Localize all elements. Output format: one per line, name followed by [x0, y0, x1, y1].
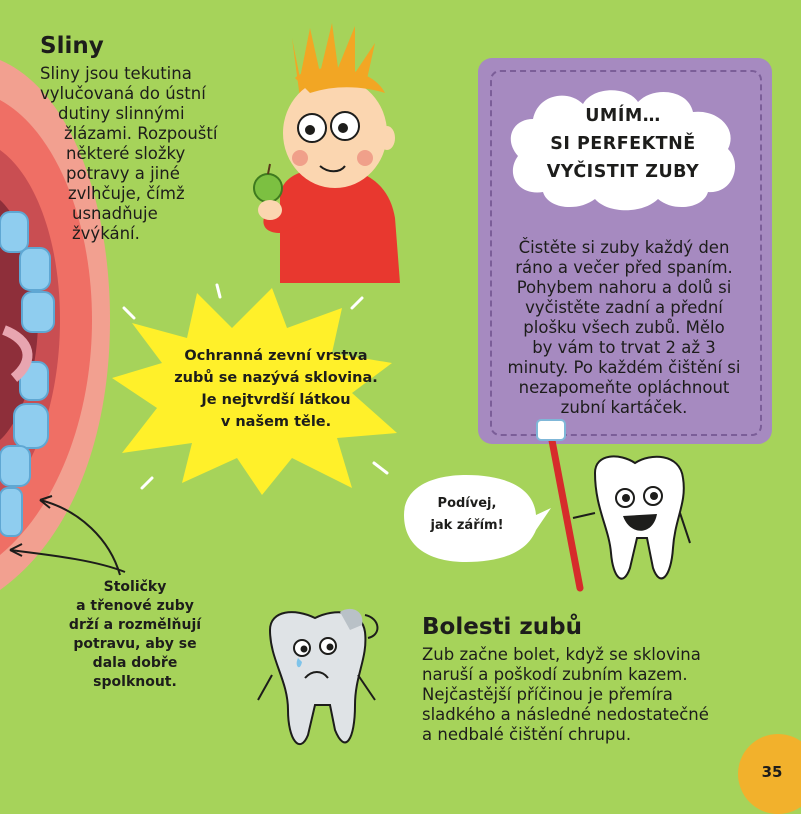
brushing-line: minuty. Po každém čištění si [507, 358, 741, 377]
molars-line: drží a rozmělňují [68, 617, 202, 633]
toothache-text [422, 645, 742, 745]
saliva-line: Sliny jsou tekutina [40, 64, 192, 83]
brushing-title-line: SI PERFEKTNĚ [550, 134, 696, 154]
toothache-heading: Bolesti zubů [422, 614, 582, 640]
brushing-line: zubní kartáček. [560, 398, 688, 417]
molars-note [60, 578, 210, 692]
saliva-line: zvlhčuje, čímž [68, 184, 185, 203]
molars-line: Stoličky [103, 579, 167, 595]
saliva-line: dutiny slinnými [58, 104, 185, 123]
toothache-line: sladkého a následné nedostatečné [422, 705, 709, 724]
brushing-line: plošku všech zubů. Mělo [523, 318, 725, 337]
toothache-line: Zub začne bolet, když se sklovina [422, 645, 701, 664]
brushing-line: ráno a večer před spaním. [515, 258, 733, 277]
saliva-line: některé složky [66, 144, 186, 163]
saliva-text [40, 64, 240, 244]
brushing-line: Čistěte si zuby každý den [518, 238, 730, 257]
brushing-text [490, 238, 758, 418]
enamel-line: zubů se nazývá sklovina. [174, 370, 378, 386]
speech-line: Podívej, [437, 496, 497, 511]
enamel-line: v našem těle. [220, 414, 332, 430]
molars-line: potravu, aby se [73, 636, 197, 652]
sad-tooth-with-cavity [250, 600, 400, 760]
saliva-line: žvýkání. [72, 224, 140, 243]
toothache-line: a nedbalé čištění chrupu. [422, 725, 632, 744]
brushing-line: by vám to trvat 2 až 3 [532, 338, 716, 357]
page-number: 35 [761, 763, 783, 781]
molars-line: a třenové zuby [76, 598, 194, 614]
brushing-title [503, 84, 743, 214]
saliva-heading: Sliny [40, 33, 104, 59]
toothache-line: Nejčastější příčinou je přemíra [422, 685, 673, 704]
happy-tooth-with-toothbrush [525, 418, 705, 598]
saliva-line: potravy a jiné [66, 164, 180, 183]
molars-line: dala dobře [92, 655, 178, 671]
saliva-line: žlázami. Rozpouští [64, 124, 218, 143]
brushing-title-line: VYČISTIT ZUBY [546, 162, 700, 182]
saliva-line: usnadňuje [72, 204, 158, 223]
saliva-line: vylučovaná do ústní [40, 84, 206, 103]
toothache-line: naruší a poškodí zubním kazem. [422, 665, 688, 684]
brushing-line: vyčistěte zadní a přední [525, 298, 723, 317]
speech-text [414, 493, 520, 537]
brushing-line: Pohybem nahoru a dolů si [516, 278, 732, 297]
brushing-line: nezapomeňte opláchnout [518, 378, 730, 397]
enamel-text [158, 345, 394, 433]
speech-line: jak zářím! [430, 518, 504, 533]
boy-with-apple-illustration [240, 18, 415, 283]
enamel-line: Ochranná zevní vrstva [184, 348, 368, 364]
brushing-title-line: UMÍM… [585, 106, 661, 126]
enamel-line: Je nejtvrdší látkou [201, 392, 351, 408]
molars-line: spolknout. [93, 674, 177, 690]
